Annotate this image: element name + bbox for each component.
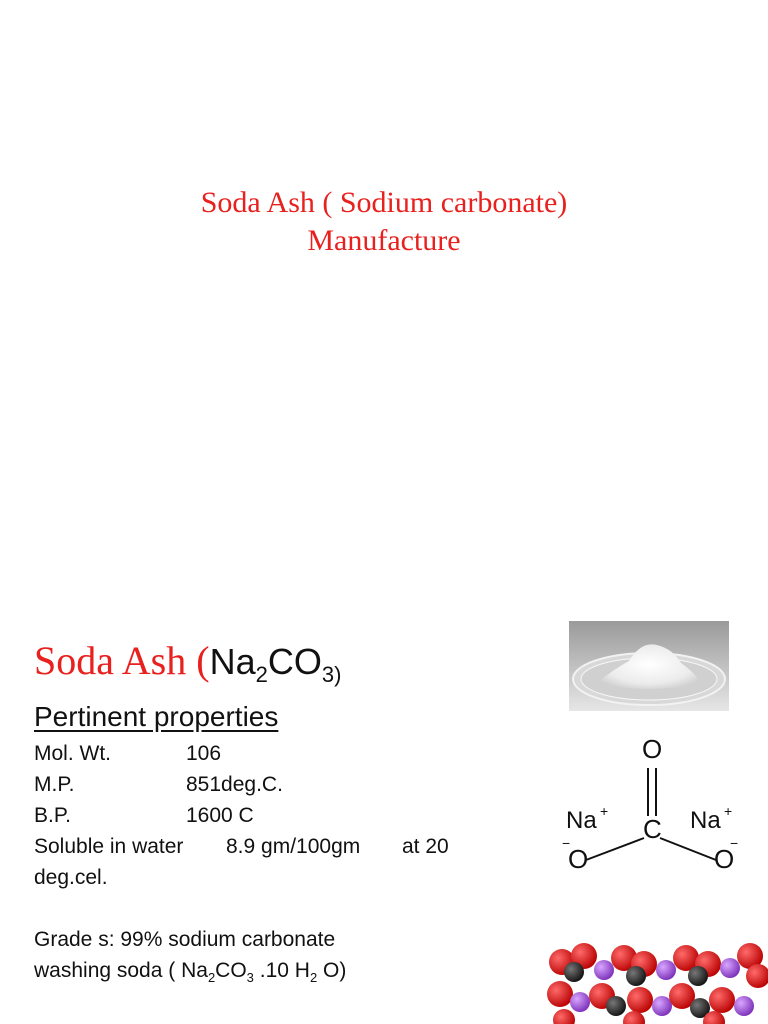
sodium-left-charge: + [600, 803, 609, 819]
formula-subscript-3: 3) [321, 662, 342, 687]
property-label: M.P. [34, 773, 75, 796]
property-value: 851deg.C. [186, 773, 283, 796]
formula-co: CO [267, 641, 322, 682]
oxygen-left-charge: − [562, 835, 571, 851]
property-label: B.P. [34, 804, 71, 827]
sodium-carbonate-structure [548, 726, 758, 876]
solubility-condition: at 20 [402, 835, 449, 858]
title-line-2: Manufacture [307, 224, 461, 257]
title-line-1: Soda Ash ( Sodium carbonate) [200, 186, 568, 219]
slide-heading [34, 636, 341, 687]
crystal-lattice-model [544, 942, 768, 1024]
washing-soda-text: washing soda ( $Na_2CO_3$ .10 $H_2$ O) [34, 959, 347, 985]
slide-title [0, 184, 768, 260]
carbon-label: C [643, 814, 662, 844]
property-value: 1600 C [186, 804, 254, 827]
property-label: Mol. Wt. [34, 742, 111, 765]
formula-na: Na [209, 641, 256, 682]
oxygen-left-label: O [568, 844, 589, 874]
solubility-value: 8.9 gm/100gm [226, 835, 361, 858]
oxygen-top-label: O [642, 734, 663, 764]
sodium-left-label: Na [566, 807, 597, 834]
oxygen-right-charge: − [730, 835, 739, 851]
grade-text: Grade s: 99% sodium carbonate [34, 928, 336, 951]
formula-subscript-2: 2 [255, 662, 268, 687]
solubility-label: Soluble in water [34, 835, 184, 858]
property-value: 106 [186, 742, 222, 765]
sodium-right-label: Na [690, 807, 721, 834]
title-formula [209, 641, 342, 687]
properties-heading: Pertinent properties [34, 701, 279, 732]
title-text: Soda Ash ( [34, 638, 210, 683]
solubility-unit: deg.cel. [34, 866, 108, 889]
properties-slide [0, 576, 768, 1024]
oxygen-right-label: O [714, 844, 735, 874]
sodium-right-charge: + [724, 803, 733, 819]
soda-ash-powder-photo [569, 621, 729, 711]
